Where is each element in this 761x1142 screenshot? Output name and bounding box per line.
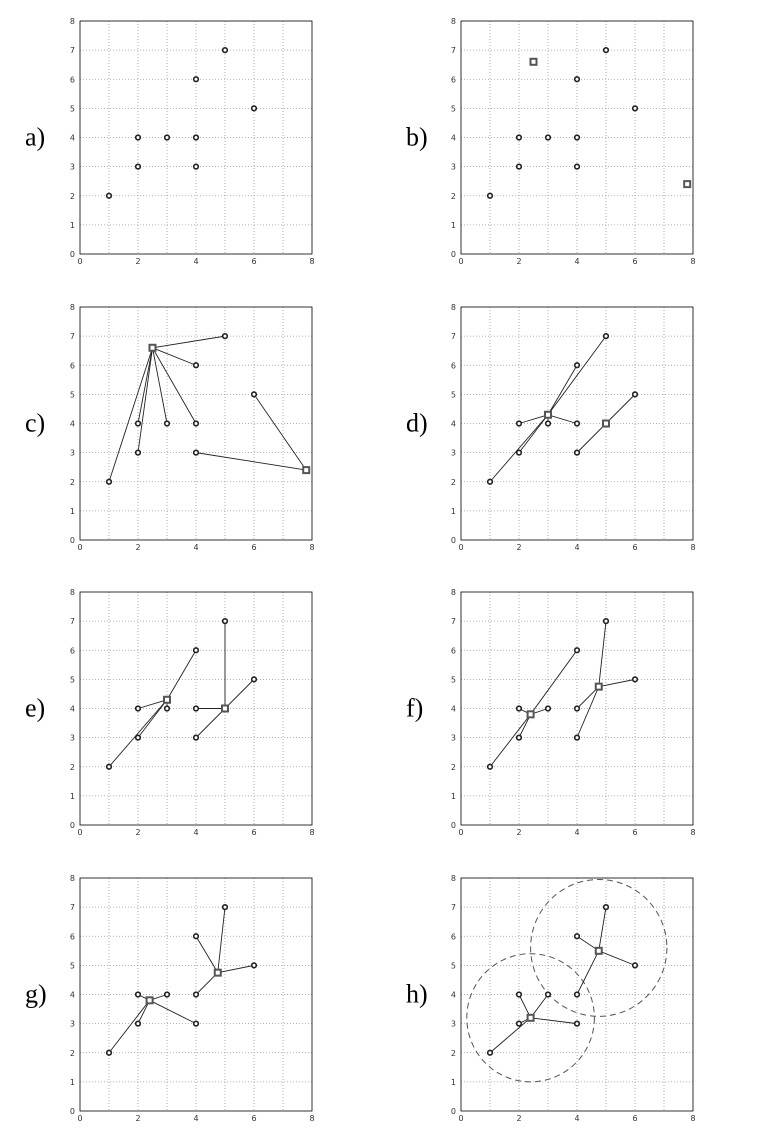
data-point: [223, 619, 228, 624]
panel-g: [25, 874, 315, 1123]
assignment-line: [599, 907, 606, 951]
panel-d: [406, 303, 696, 552]
x-tick-label: 2: [135, 1114, 141, 1123]
x-tick-label: 8: [309, 828, 315, 837]
data-point: [575, 363, 580, 368]
data-point: [517, 992, 522, 997]
data-point: [194, 77, 199, 82]
x-tick-label: 0: [77, 1114, 83, 1123]
data-point: [575, 706, 580, 711]
assignment-line: [218, 965, 254, 972]
data-point: [223, 48, 228, 53]
assignment-line: [254, 394, 306, 470]
y-tick-label: 0: [450, 821, 456, 830]
x-tick-label: 2: [516, 543, 522, 552]
y-tick-label: 7: [450, 332, 456, 342]
data-point: [517, 450, 522, 455]
x-tick-label: 0: [77, 828, 83, 837]
y-tick-label: 0: [69, 821, 75, 830]
data-point: [604, 334, 609, 339]
x-tick-label: 4: [574, 828, 580, 837]
y-tick-label: 0: [69, 1107, 75, 1116]
y-tick-label: 8: [69, 303, 75, 312]
centroid-marker: [150, 345, 156, 351]
data-point: [488, 764, 493, 769]
y-tick-label: 2: [69, 477, 75, 487]
x-tick-label: 6: [251, 257, 257, 266]
data-point: [136, 706, 141, 711]
panel-label-h: h): [406, 979, 428, 1009]
data-point: [575, 450, 580, 455]
assignment-line: [153, 348, 197, 365]
y-tick-label: 8: [69, 17, 75, 26]
assignment-line: [225, 679, 254, 708]
y-tick-label: 3: [450, 733, 456, 743]
data-point: [575, 992, 580, 997]
x-tick-label: 0: [77, 543, 83, 552]
y-tick-label: 2: [450, 762, 456, 772]
x-tick-label: 6: [251, 828, 257, 837]
y-tick-label: 7: [69, 46, 75, 56]
x-tick-label: 6: [632, 543, 638, 552]
x-tick-label: 4: [193, 543, 199, 552]
y-tick-label: 7: [450, 46, 456, 56]
centroid-marker: [147, 997, 153, 1003]
centroid-marker: [528, 1015, 534, 1021]
assignment-line: [196, 453, 306, 470]
data-point: [517, 421, 522, 426]
data-point: [194, 421, 199, 426]
x-tick-label: 6: [251, 543, 257, 552]
y-tick-label: 6: [69, 75, 75, 85]
panel-c: [25, 303, 315, 552]
y-tick-label: 5: [69, 961, 75, 971]
data-point: [546, 421, 551, 426]
y-tick-label: 7: [450, 617, 456, 627]
centroid-marker: [596, 948, 602, 954]
data-point: [488, 1050, 493, 1055]
data-point: [194, 706, 199, 711]
data-point: [575, 934, 580, 939]
data-point: [223, 905, 228, 910]
y-tick-label: 3: [450, 1019, 456, 1029]
x-tick-label: 4: [574, 1114, 580, 1123]
data-point: [165, 421, 170, 426]
y-tick-label: 4: [450, 990, 456, 1000]
assignment-line: [196, 936, 218, 972]
data-point: [252, 677, 257, 682]
y-tick-label: 3: [450, 162, 456, 172]
y-tick-label: 6: [450, 361, 456, 371]
x-tick-label: 2: [516, 828, 522, 837]
y-tick-label: 1: [69, 791, 75, 801]
data-point: [194, 934, 199, 939]
assignment-line: [109, 348, 153, 482]
assignment-line: [218, 907, 225, 973]
x-tick-label: 0: [77, 257, 83, 266]
x-tick-label: 2: [135, 257, 141, 266]
centroid-marker: [303, 467, 309, 473]
x-tick-label: 8: [690, 828, 696, 837]
centroid-marker: [528, 711, 534, 717]
x-tick-label: 0: [458, 1114, 464, 1123]
data-point: [194, 450, 199, 455]
assignment-line: [138, 700, 167, 738]
y-tick-label: 8: [69, 874, 75, 883]
y-tick-label: 7: [69, 903, 75, 913]
y-tick-label: 5: [450, 390, 456, 400]
x-tick-label: 0: [458, 543, 464, 552]
data-point: [136, 735, 141, 740]
panel-label-a: a): [25, 122, 46, 152]
x-tick-label: 0: [458, 828, 464, 837]
x-tick-label: 2: [135, 543, 141, 552]
assignment-line: [577, 951, 599, 995]
x-tick-label: 8: [690, 257, 696, 266]
data-point: [575, 648, 580, 653]
y-tick-label: 3: [450, 448, 456, 458]
y-tick-label: 3: [69, 733, 75, 743]
panel-b: [406, 17, 696, 266]
y-tick-label: 5: [69, 104, 75, 114]
data-point: [252, 392, 257, 397]
y-tick-label: 2: [69, 1048, 75, 1058]
data-point: [575, 421, 580, 426]
y-tick-label: 6: [450, 646, 456, 656]
data-point: [136, 1021, 141, 1026]
data-point: [633, 963, 638, 968]
y-tick-label: 4: [69, 419, 75, 429]
y-tick-label: 5: [450, 675, 456, 685]
y-tick-label: 4: [69, 704, 75, 714]
y-tick-label: 2: [69, 191, 75, 201]
y-tick-label: 2: [69, 762, 75, 772]
data-point: [223, 334, 228, 339]
assignment-line: [490, 714, 531, 766]
y-tick-label: 7: [69, 617, 75, 627]
y-tick-label: 5: [450, 961, 456, 971]
y-tick-label: 4: [69, 133, 75, 143]
y-tick-label: 8: [450, 17, 456, 26]
x-tick-label: 8: [309, 257, 315, 266]
y-tick-label: 8: [450, 303, 456, 312]
panel-label-c: c): [25, 408, 46, 438]
data-point: [136, 992, 141, 997]
data-point: [107, 479, 112, 484]
data-point: [136, 164, 141, 169]
data-point: [194, 735, 199, 740]
assignment-line: [153, 348, 197, 424]
data-point: [604, 905, 609, 910]
data-point: [194, 363, 199, 368]
assignment-line: [599, 951, 635, 966]
y-tick-label: 0: [450, 536, 456, 545]
data-point: [517, 1021, 522, 1026]
x-tick-label: 4: [193, 1114, 199, 1123]
x-tick-label: 6: [632, 1114, 638, 1123]
panel-f: [406, 588, 696, 837]
data-point: [252, 963, 257, 968]
x-tick-label: 2: [135, 828, 141, 837]
centroid-marker: [215, 970, 221, 976]
assignment-line: [167, 650, 196, 700]
centroid-marker: [222, 706, 228, 712]
y-tick-label: 1: [69, 220, 75, 230]
panel-h: [406, 874, 696, 1123]
y-tick-label: 8: [69, 588, 75, 597]
x-tick-label: 8: [309, 543, 315, 552]
data-point: [604, 48, 609, 53]
centroid-marker: [545, 412, 551, 418]
assignment-line: [599, 679, 635, 686]
data-point: [165, 992, 170, 997]
data-point: [546, 706, 551, 711]
y-tick-label: 6: [69, 646, 75, 656]
assignment-line: [138, 348, 153, 453]
y-tick-label: 1: [450, 506, 456, 516]
y-tick-label: 0: [450, 1107, 456, 1116]
x-tick-label: 8: [309, 1114, 315, 1123]
data-point: [633, 106, 638, 111]
data-point: [488, 193, 493, 198]
panel-label-d: d): [406, 408, 428, 438]
data-point: [194, 135, 199, 140]
data-point: [517, 135, 522, 140]
x-tick-label: 8: [690, 543, 696, 552]
x-tick-label: 0: [458, 257, 464, 266]
y-tick-label: 6: [450, 932, 456, 942]
assignment-line: [577, 687, 599, 738]
x-tick-label: 4: [193, 828, 199, 837]
assignment-line: [606, 394, 635, 423]
y-tick-label: 6: [69, 361, 75, 371]
data-point: [107, 1050, 112, 1055]
y-tick-label: 7: [450, 903, 456, 913]
y-tick-label: 0: [450, 250, 456, 259]
panel-label-e: e): [25, 693, 46, 723]
assignment-line: [519, 415, 548, 453]
data-point: [165, 706, 170, 711]
assignment-line: [109, 1000, 150, 1052]
data-point: [194, 1021, 199, 1026]
assignment-line: [548, 415, 577, 424]
centroid-marker: [596, 684, 602, 690]
data-point: [136, 135, 141, 140]
assignment-line: [196, 709, 225, 738]
centroid-marker: [603, 421, 609, 427]
panel-label-f: f): [406, 693, 424, 723]
assignment-line: [548, 365, 577, 415]
data-point: [252, 106, 257, 111]
data-point: [136, 450, 141, 455]
assignment-line: [490, 1018, 531, 1053]
panel-label-g: g): [25, 979, 47, 1009]
assignment-line: [577, 424, 606, 453]
centroid-marker: [531, 59, 537, 65]
assignment-line: [599, 621, 606, 687]
data-point: [107, 764, 112, 769]
y-tick-label: 4: [450, 419, 456, 429]
panel-e: [25, 588, 315, 837]
x-tick-label: 8: [690, 1114, 696, 1123]
data-point: [517, 735, 522, 740]
data-point: [633, 392, 638, 397]
panel-a: [25, 17, 315, 266]
x-tick-label: 4: [574, 257, 580, 266]
data-point: [546, 992, 551, 997]
y-tick-label: 7: [69, 332, 75, 342]
y-tick-label: 3: [69, 448, 75, 458]
data-point: [546, 135, 551, 140]
y-tick-label: 3: [69, 1019, 75, 1029]
x-tick-label: 6: [632, 828, 638, 837]
y-tick-label: 1: [450, 220, 456, 230]
y-tick-label: 5: [69, 390, 75, 400]
data-point: [194, 648, 199, 653]
centroid-marker: [164, 697, 170, 703]
assignment-line: [531, 1018, 577, 1024]
y-tick-label: 2: [450, 1048, 456, 1058]
y-tick-label: 1: [69, 1077, 75, 1087]
assignment-line: [548, 336, 606, 415]
data-point: [165, 135, 170, 140]
data-point: [575, 1021, 580, 1026]
data-point: [575, 735, 580, 740]
data-point: [575, 164, 580, 169]
y-tick-label: 4: [69, 990, 75, 1000]
x-tick-label: 6: [251, 1114, 257, 1123]
data-point: [633, 677, 638, 682]
y-tick-label: 5: [69, 675, 75, 685]
data-point: [194, 992, 199, 997]
y-tick-label: 1: [450, 791, 456, 801]
centroid-marker: [684, 181, 690, 187]
x-tick-label: 4: [193, 257, 199, 266]
y-tick-label: 4: [450, 704, 456, 714]
data-point: [604, 619, 609, 624]
y-tick-label: 0: [69, 536, 75, 545]
y-tick-label: 2: [450, 477, 456, 487]
y-tick-label: 6: [69, 932, 75, 942]
data-point: [575, 135, 580, 140]
y-tick-label: 1: [69, 506, 75, 516]
x-tick-label: 6: [632, 257, 638, 266]
data-point: [194, 164, 199, 169]
y-tick-label: 5: [450, 104, 456, 114]
data-point: [107, 193, 112, 198]
x-tick-label: 2: [516, 257, 522, 266]
x-tick-label: 4: [574, 543, 580, 552]
y-tick-label: 8: [450, 874, 456, 883]
x-tick-label: 2: [516, 1114, 522, 1123]
y-tick-label: 8: [450, 588, 456, 597]
assignment-line: [531, 650, 577, 714]
assignment-line: [153, 336, 226, 348]
data-point: [575, 77, 580, 82]
y-tick-label: 2: [450, 191, 456, 201]
assignment-line: [150, 1000, 196, 1023]
y-tick-label: 6: [450, 75, 456, 85]
data-point: [517, 164, 522, 169]
y-tick-label: 0: [69, 250, 75, 259]
data-point: [488, 479, 493, 484]
assignment-line: [153, 348, 168, 424]
y-tick-label: 4: [450, 133, 456, 143]
panel-label-b: b): [406, 122, 428, 152]
y-tick-label: 3: [69, 162, 75, 172]
data-point: [136, 421, 141, 426]
y-tick-label: 1: [450, 1077, 456, 1087]
data-point: [517, 706, 522, 711]
